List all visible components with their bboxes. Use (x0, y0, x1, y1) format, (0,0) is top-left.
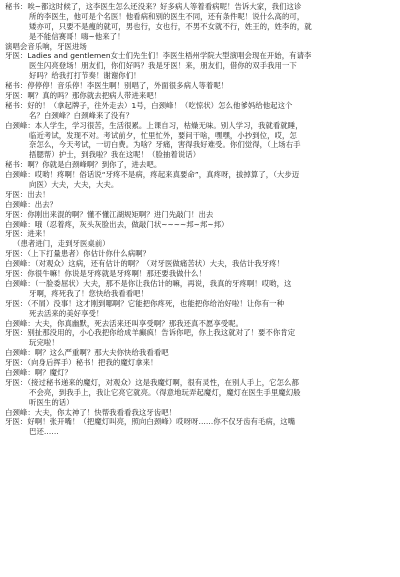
dialogue-line: 牙医：好啊！张开嘴！（把魔灯叫亮，照向白颈峰）哎呀呀……你不仅牙齿有毛病，这嘴 (5, 417, 296, 427)
dialogue-continuation: 捂腮帮）护士，到我啦？我在这呢！（脸抽着说话） (29, 150, 201, 160)
dialogue-line: 秘书：好的！（拿起牌子，往外走去）1号，白颈峰！（吃惊状）怎么他爹妈给他起这个 (5, 100, 293, 110)
dialogue-continuation: 牙啊，疼死我了！您快给我看看吧！ (29, 288, 149, 298)
stage-direction: （患者进门，走到牙医桌前） (13, 239, 110, 249)
dialogue-continuation: 向医）大夫，大夫，大夫。 (29, 180, 119, 190)
dialogue-line: 牙医：（不屑）没事！这才刚到哪啊？它能把你疼死，也能把你给治好啦！让你有一种 (5, 298, 285, 308)
dialogue-continuation: 听医生的话） (29, 397, 74, 407)
dialogue-line: 白颈峰：大夫，你真幽默，死去活来还叫享受啊？那我还真不愿享受呢。 (5, 318, 244, 328)
dialogue-line: 牙医：你刚出来混的啊？懂不懂江湖规矩啊？进门先敲门！出去 (5, 209, 214, 219)
dialogue-line: 牙医：啊？真的吗？那你就去把病人带进来吧！ (5, 91, 162, 101)
dialogue-continuation: 名？白颈峰？白颈峰来了没有？ (29, 110, 134, 120)
dialogue-line: 牙医：（上下打量患者）你估计你什么病啊？ (5, 249, 151, 259)
dialogue-line: 白颈峰：啊？这么严重啊？那大夫你快给我看看吧 (5, 348, 169, 358)
dialogue-line: 白颈峰：哎哟！疼啊！俗话说“牙疼不是病，疼起来真要命”，真疼呀，拔掉算了，（大步迈 (5, 170, 300, 180)
dialogue-continuation: 医生闪亮登场！朋友们，你们好吗？我是牙医！来，朋友们，借你的双手我用一下 (29, 61, 297, 71)
dialogue-line: 演唱会音乐响，牙医进场 (5, 41, 87, 51)
dialogue-continuation: 死去活来的美好享受！ (29, 308, 104, 318)
dialogue-continuation: 所的李医生，他可是个名医！他看病和别的医生不同，还有条件呢！说什么高的可， (29, 11, 305, 21)
dialogue-continuation: 临近考试，发现不对。考试前夕，忙里忙外，要问干啥，嘿嘿，小抄到位，哎，怎 (29, 130, 297, 140)
dialogue-line: 牙医：别扯那没用的，小心我把你给成羊癫疯！告诉你吧，你上我这就对了！要不你肯定 (5, 328, 296, 338)
dialogue-continuation: 好吗？给我打打节奏！谢谢你们！ (29, 71, 141, 81)
dialogue-continuation: 巴还…… (29, 427, 59, 437)
dialogue-line: 牙医：Ladies and gentlemen女士们先生们！李医生梧州学院大型演唱会现在开始，有请李 (5, 51, 312, 61)
dialogue-line: 秘书：啊？你就是白颈峰啊？到你了，进去吧。 (5, 160, 162, 170)
dialogue-continuation: 是不能信赛哥！嗨~他来了！ (29, 31, 125, 41)
dialogue-line: 白颈峰：（一脸委屈状）大夫，那不是你让我估计的嘛，再说，我真的牙疼啊！哎哟，这 (5, 278, 292, 288)
dialogue-line: 白颈峰：大夫，你太神了！快帮我看看我这牙齿吧！ (5, 407, 177, 417)
dialogue-line: 牙医：进来！ (5, 229, 50, 239)
dialogue-line: 秘书：停停停！音乐停！李医生啊！别唱了，外面很多病人等着呢！ (5, 81, 229, 91)
dialogue-continuation: 不会亮，到我手上，我让它亮它就亮。（得意地玩弄起魔灯，魔灯在医生手里魔幻般 (29, 387, 301, 397)
dialogue-continuation: 奈怎么，今天考试，一切白费。为啥？牙痛，害得我好难受。你们觉得，（上场右手 (29, 140, 301, 150)
dialogue-line: 白颈峰：出去？ (5, 199, 58, 209)
dialogue-continuation: 玩完啦！ (29, 338, 59, 348)
dialogue-line: 白颈峰：啊？魔灯？ (5, 367, 72, 377)
dialogue-line: 牙医：（向身后挥手）秘书！把我的魔灯拿来！ (5, 358, 158, 368)
dialogue-line: 牙医：你很牛嘛！你说是牙疼就是牙疼啊！那还要我做什么！ (5, 269, 206, 279)
dialogue-line: 牙医：（接过秘书递来的魔灯，对观众）这是我魔灯啊，很有灵性，在别人手上，它怎么都 (5, 377, 299, 387)
dialogue-line: 牙医：出去！ (5, 189, 50, 199)
dialogue-line: 白颈峰：（对观众）这病，还有估计的啊？（对牙医做痛苦状）大夫，我估计我牙疼！ (5, 259, 285, 269)
dialogue-continuation: 矮亦可，只要不是瘦的就可，男也行，女也行，不男不女就不行，姓王的，姓李的，就 (29, 21, 312, 31)
dialogue-line: 白颈峰：本人学生，学习很苦，生活很累。上课自习，枯燥无味。别人学习，我就看就睡， (5, 120, 303, 130)
dialogue-line: 白颈峰：哦（忍着疼，灰头灰脸出去，做敲门状~~~~邦~邦~邦） (5, 219, 229, 229)
dialogue-line: 秘书：唉~都这时候了，这李医生怎么还没来？好多病人等着看病呢！告诉大家，我们这诊 (5, 2, 302, 11)
